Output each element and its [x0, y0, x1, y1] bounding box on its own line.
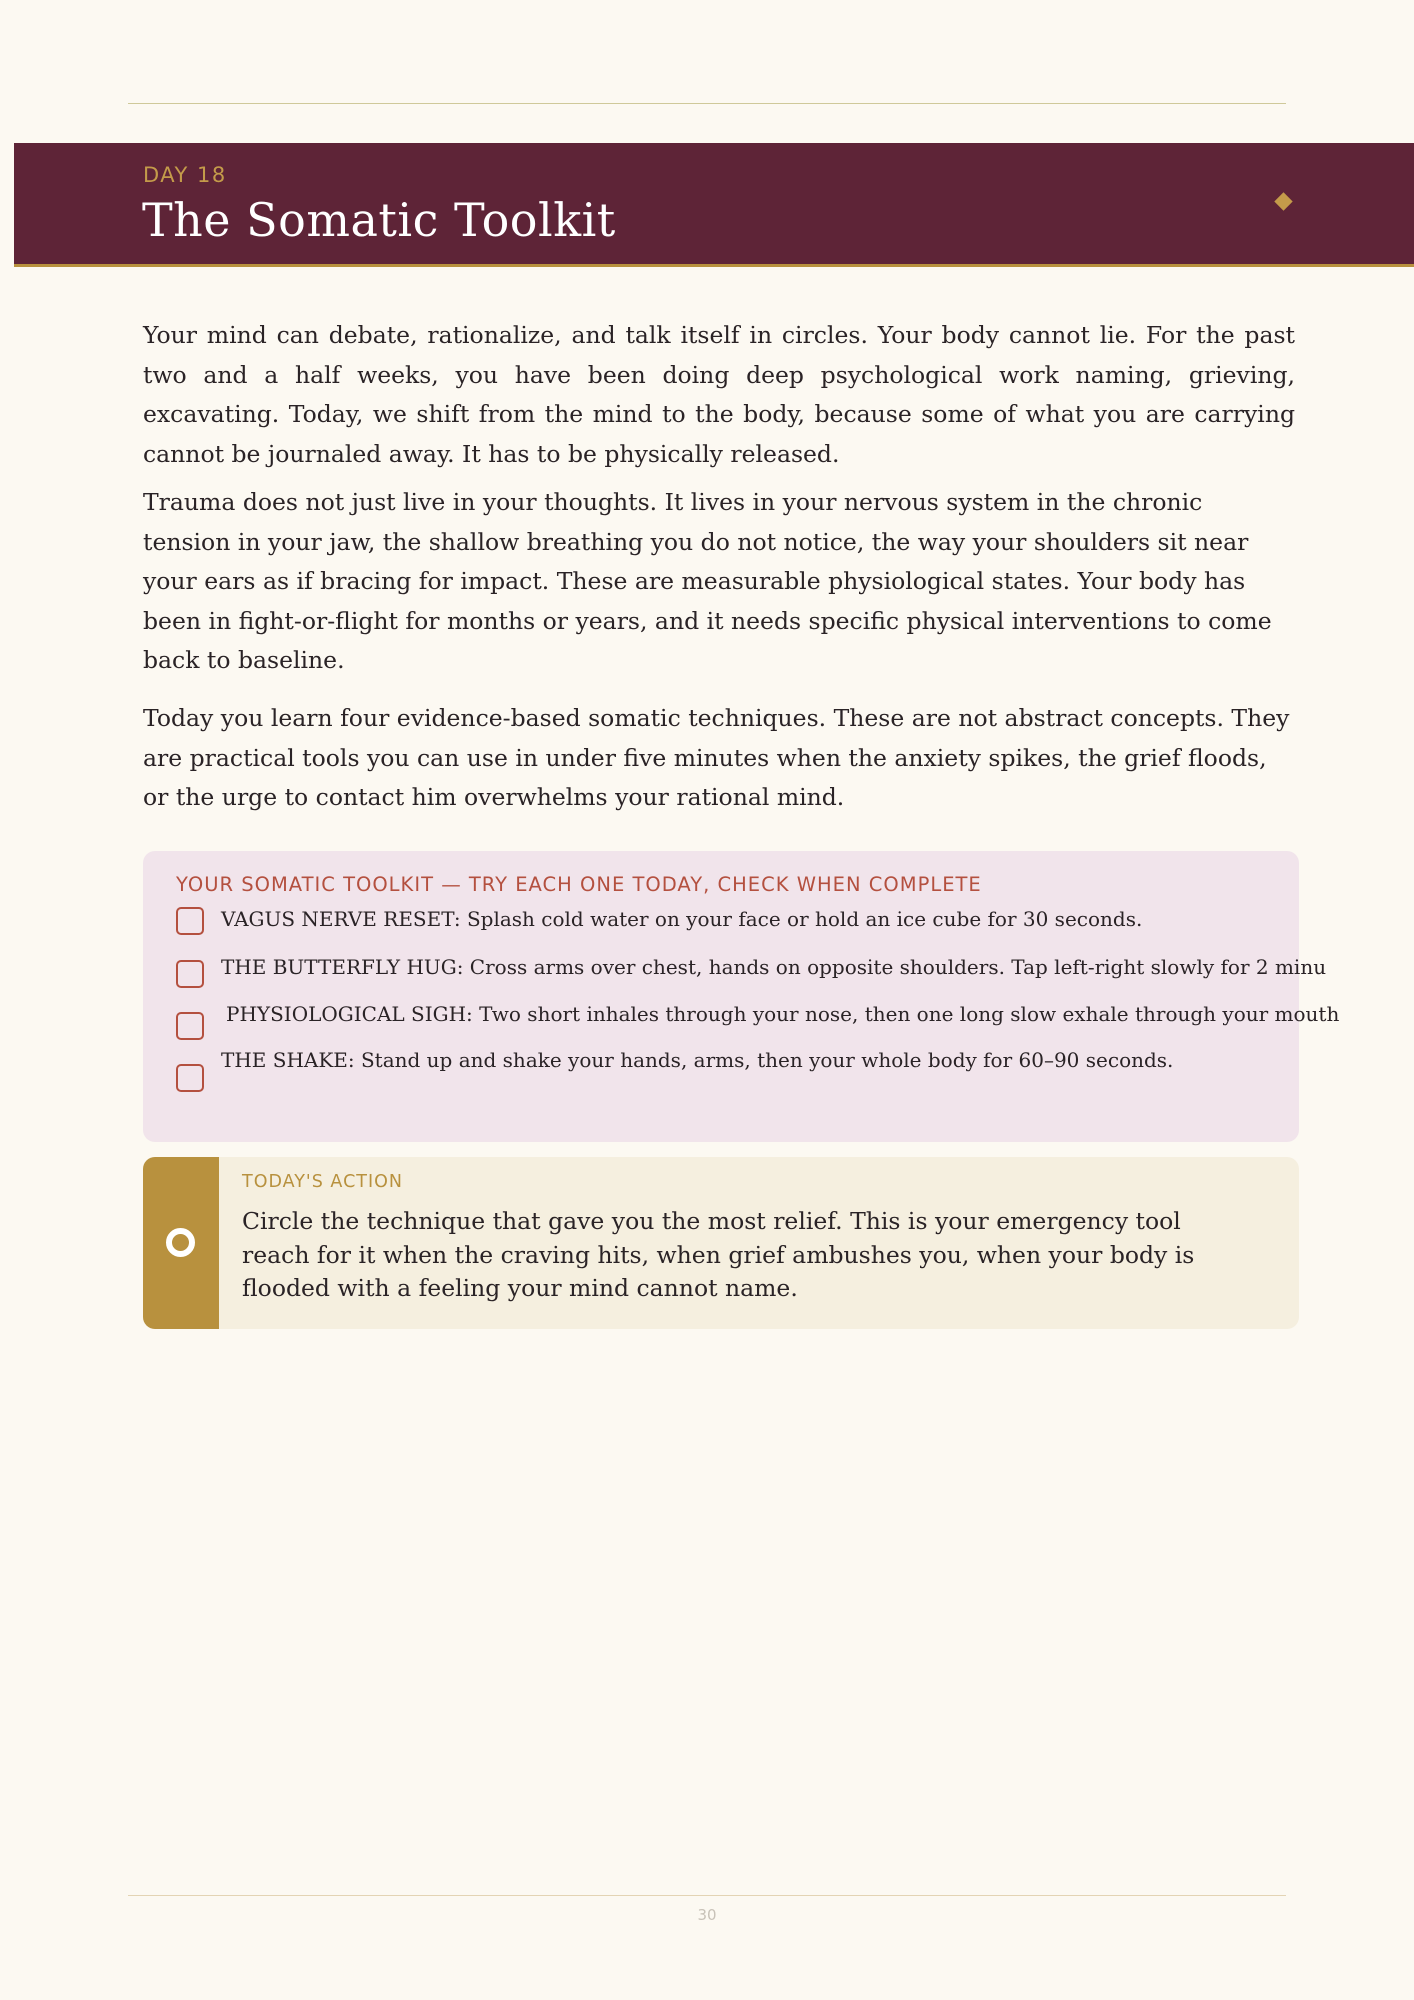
action-text: Circle the technique that gave you the most relief. This is your emergency tool reach for it when the craving hits, when grief ambushes you, when your body is flooded with a feeling your mind cannot name.: [242, 1207, 1195, 1302]
paragraph-text: Your mind can debate, rationalize, and talk itself in circles. Your body cannot lie. For the past two and a half weeks, you have been doing deep psychological work naming, grieving, excavating. Today, we shift from the mind to the body, because some of what you are carrying cannot be journaled away. It has to be physically released.: [143, 321, 1295, 468]
paragraph-text: Today you learn four evidence-based somatic techniques. These are not abstract concepts. They are practical tools you can use in under five minutes when the anxiety spikes, the grief floods, or the urge to contact him overwhelms your rational mind.: [143, 704, 1290, 811]
bottom-divider: [128, 1895, 1286, 1896]
trauma-paragraph: [143, 483, 1295, 681]
checkbox-the-shake[interactable]: [176, 1064, 204, 1092]
toolkit-item-the-shake: THE SHAKE: Stand up and shake your hands, arms, then your whole body for 60–90 seconds.: [221, 1048, 1174, 1072]
todays-action-callout: [143, 1157, 1299, 1329]
toolkit-item-butterfly-hug: THE BUTTERFLY HUG: Cross arms over chest, hands on opposite shoulders. Tap left-right slowly for 2 minu: [221, 955, 1327, 979]
action-label: TODAY'S ACTION: [242, 1172, 404, 1192]
top-divider: [128, 103, 1286, 104]
checkbox-vagus-nerve-reset[interactable]: [176, 907, 204, 935]
intro-paragraph: [143, 316, 1295, 474]
diamond-icon: [1274, 192, 1292, 210]
toolkit-item-vagus-nerve-reset: VAGUS NERVE RESET: Splash cold water on your face or hold an ice cube for 30 seconds.: [221, 907, 1143, 931]
toolkit-item-physiological-sigh: PHYSIOLOGICAL SIGH: Two short inhales through your nose, then one long slow exhale through your mouth: [226, 1002, 1340, 1026]
action-accent-strip: [143, 1157, 219, 1329]
ring-icon: [166, 1228, 195, 1257]
toolkit-heading: YOUR SOMATIC TOOLKIT — TRY EACH ONE TODAY, CHECK WHEN COMPLETE: [176, 873, 982, 896]
day-header-banner: [14, 143, 1414, 267]
page-title: The Somatic Toolkit: [142, 193, 616, 247]
checkbox-physiological-sigh[interactable]: [176, 1012, 204, 1040]
checkbox-butterfly-hug[interactable]: [176, 960, 204, 988]
page-number: 30: [697, 1906, 717, 1924]
techniques-paragraph: [143, 699, 1295, 818]
somatic-toolkit-checklist: [143, 851, 1340, 1142]
day-label: DAY 18: [143, 163, 227, 187]
paragraph-text: Trauma does not just live in your thoughts. It lives in your nervous system in the chronic tension in your jaw, the shallow breathing you do not notice, the way your shoulders sit near your ears as if bracing for impact. These are measurable physiological states. Your body has been in fight-or-flight for months or years, and it needs specific physical interventions to come back to baseline.: [143, 488, 1272, 674]
